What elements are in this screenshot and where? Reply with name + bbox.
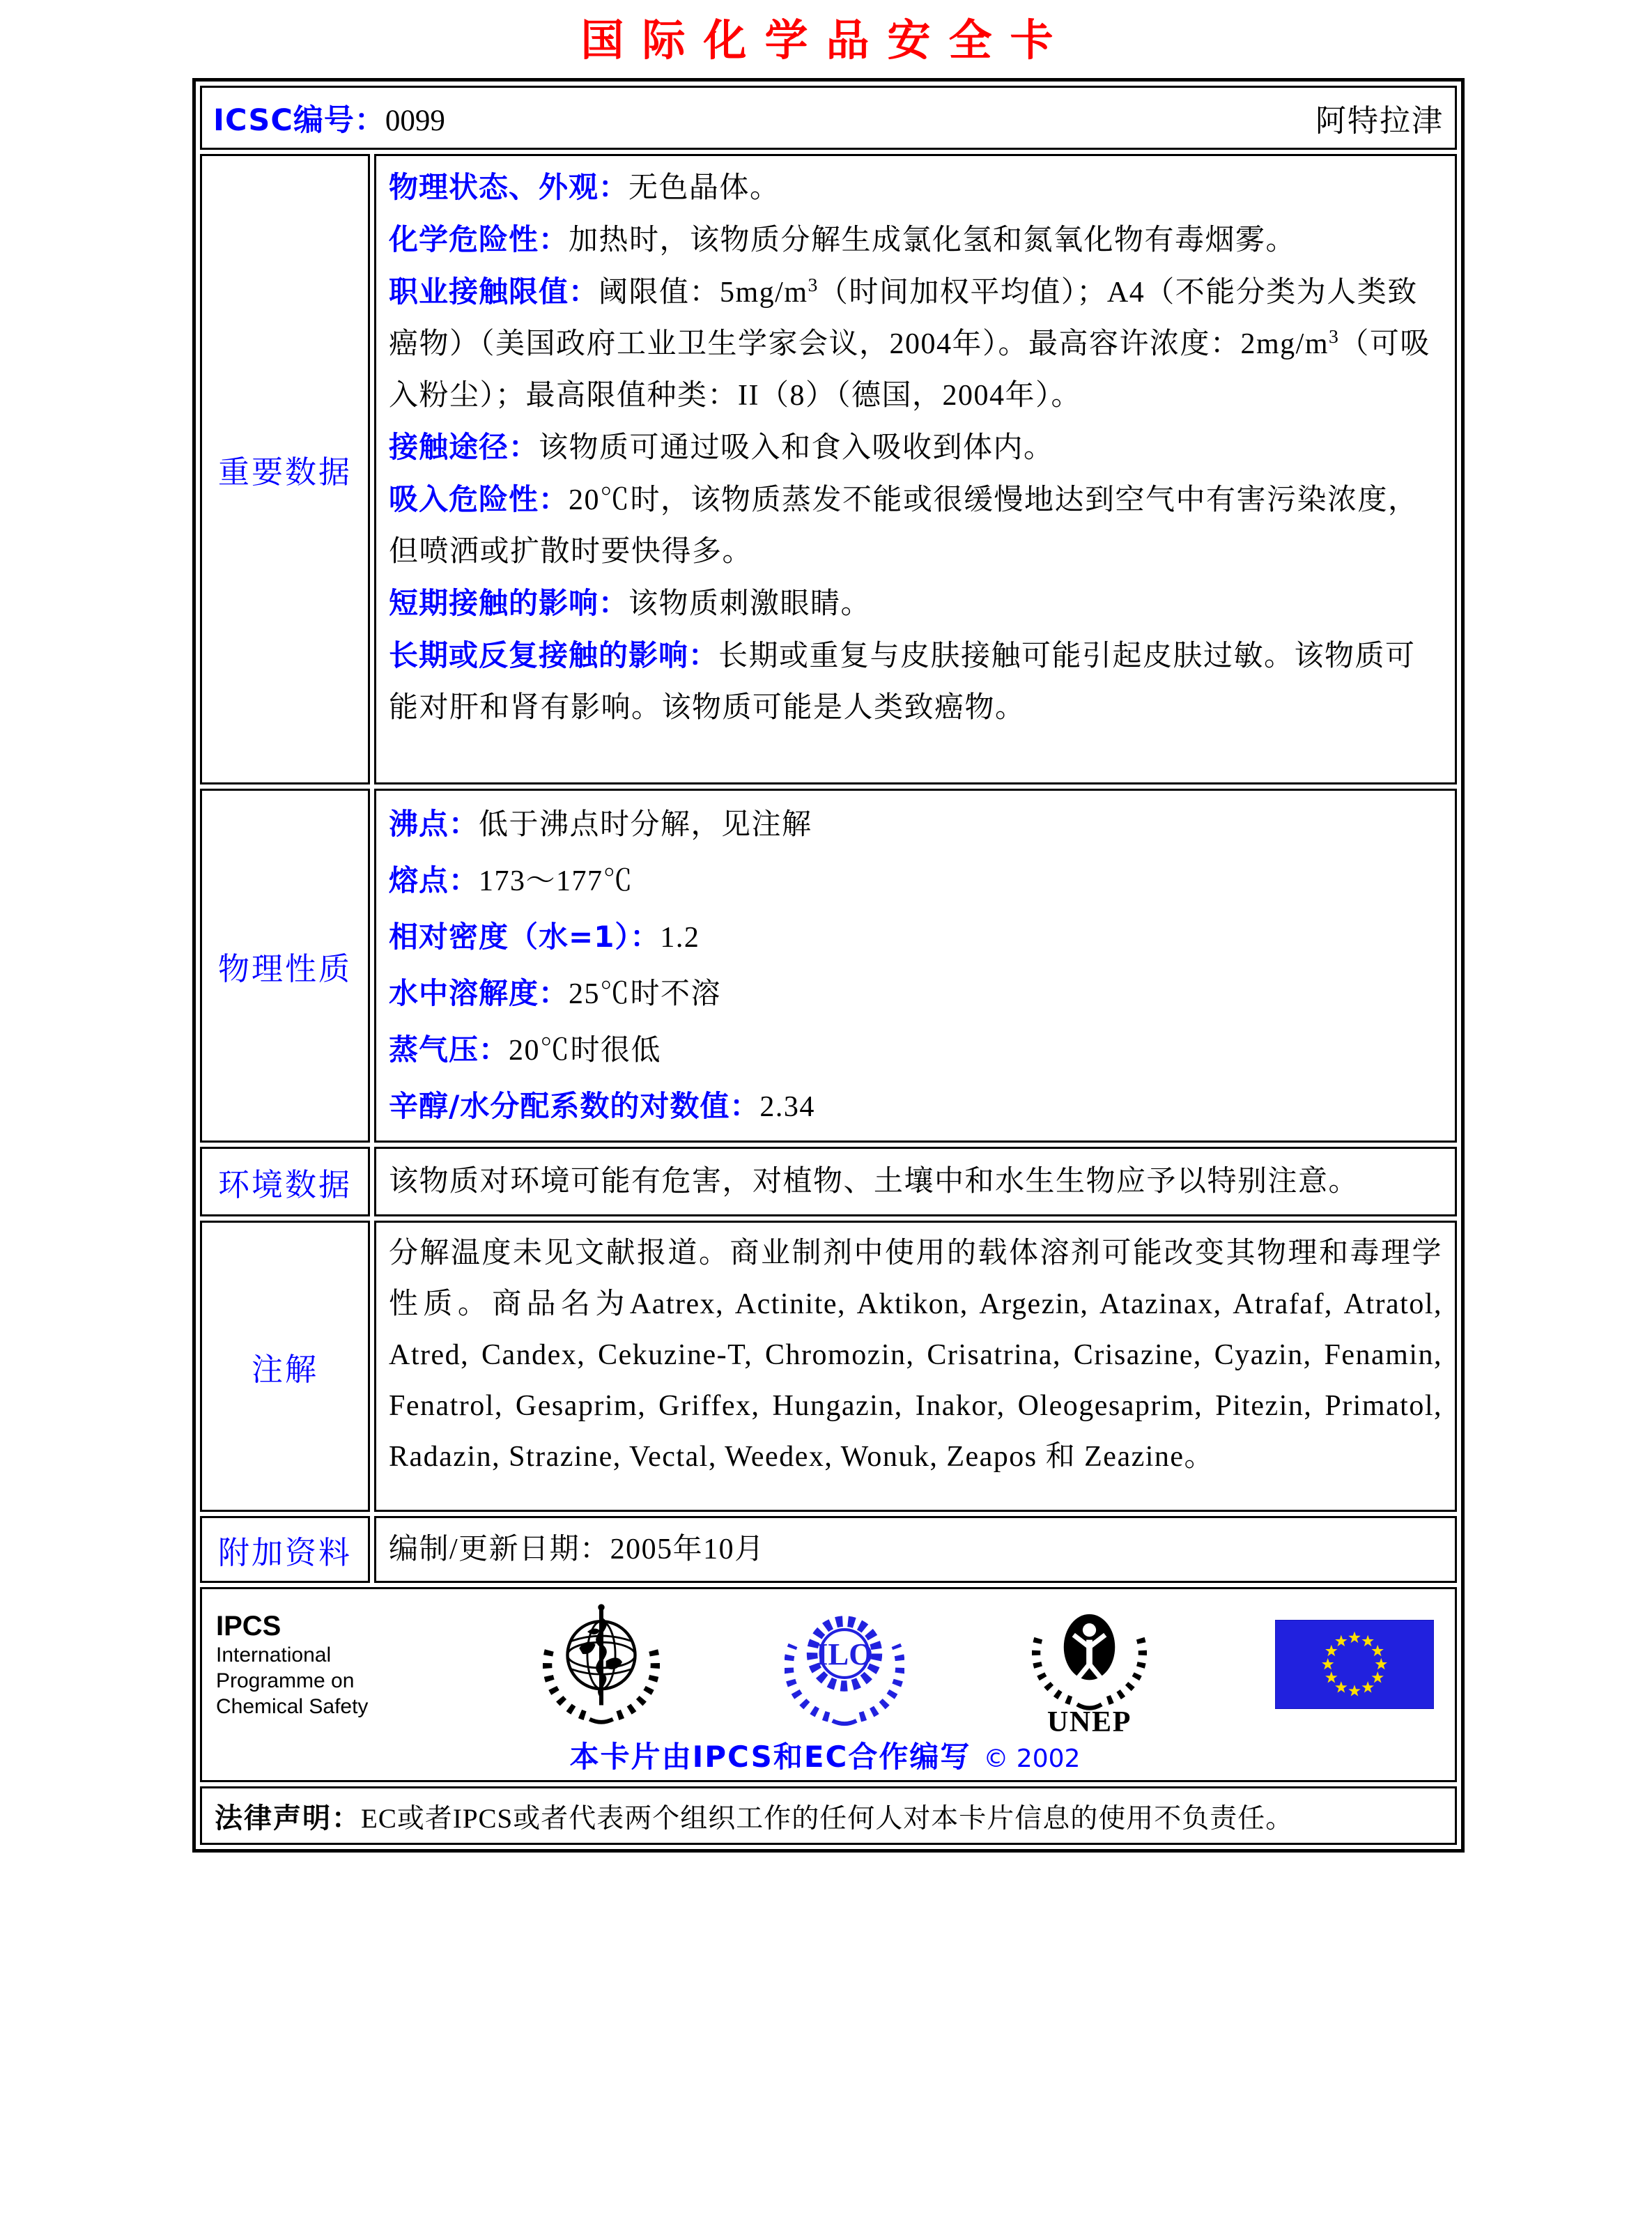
- chemical-name: 阿特拉津: [1315, 104, 1444, 138]
- important-data-entry: [389, 422, 1442, 474]
- important-data-content: [374, 154, 1457, 784]
- ipcs-line: Programme on: [216, 1669, 355, 1692]
- physical-property-entry: [389, 853, 1442, 909]
- physical-property-entry: [389, 909, 1442, 966]
- eu-flag-icon: [1275, 1620, 1434, 1709]
- important-data-entry: [389, 630, 1442, 734]
- important-data-entry: [389, 578, 1442, 630]
- field-label: 物理状态、外观：: [389, 170, 629, 204]
- field-label: 接触途径：: [389, 430, 539, 464]
- icsc-number-value: 0099: [385, 104, 445, 137]
- physical-property-entry: [389, 966, 1442, 1022]
- section-label-environmental-data: 环境数据: [200, 1147, 370, 1216]
- ipcs-text-block: [216, 1610, 418, 1719]
- ilo-logo-text: ILO: [815, 1637, 873, 1671]
- additional-info-row: [200, 1516, 1457, 1583]
- notes-content: [374, 1221, 1457, 1512]
- icsc-number: [213, 97, 445, 139]
- field-label: 蒸气压：: [389, 1033, 509, 1067]
- credit-text: 本卡片由IPCS和EC合作编写: [569, 1740, 971, 1774]
- important-data-entry: [389, 162, 1442, 214]
- header-row: [200, 86, 1457, 150]
- field-label: 短期接触的影响：: [389, 586, 629, 620]
- field-value: 1.2: [660, 922, 700, 954]
- icsc-card-table: [192, 78, 1465, 1853]
- footer-row: [200, 1587, 1457, 1782]
- field-label: 沸点：: [389, 807, 479, 841]
- field-label: 水中溶解度：: [389, 976, 569, 1010]
- footer-cell: [200, 1587, 1457, 1782]
- legal-text: EC或者IPCS或者代表两个组织工作的任何人对本卡片信息的使用不负责任。: [361, 1803, 1294, 1834]
- legal-cell: [200, 1786, 1457, 1845]
- field-value: 2.34: [759, 1091, 815, 1123]
- field-label: 辛醇/水分配系数的对数值：: [389, 1089, 760, 1123]
- ipcs-line: International: [216, 1643, 332, 1667]
- header-cell: [200, 86, 1457, 150]
- section-label-additional-info: 附加资料: [200, 1516, 370, 1583]
- field-value: 阈限值：$5mg/m^3$（时间加权平均值）；A4（不能分类为人类致癌物）（美国政府工业卫生学家会议，2004年）。最高容许浓度：$2mg/m^3$（可吸入粉尘）；最高限值种类：II（8）（德国，2004年）。: [389, 274, 1430, 412]
- field-label: 相对密度（水=1）：: [389, 920, 661, 954]
- physical-property-entry: [389, 1022, 1442, 1078]
- copyright-text: © 2002: [983, 1745, 1081, 1773]
- physical-properties-row: [200, 789, 1457, 1143]
- field-value: 20℃时，该物质蒸发不能或很缓慢地达到空气中有害污染浓度，但喷洒或扩散时要快得多。: [389, 484, 1419, 568]
- field-value: 低于沸点时分解，见注解: [479, 809, 812, 841]
- physical-property-entry: [389, 796, 1442, 853]
- field-value: 25℃时不溶: [569, 978, 722, 1010]
- section-label-notes: 注解: [200, 1221, 370, 1512]
- field-value: 该物质刺激眼睛。: [628, 588, 872, 620]
- field-value: 173～177℃: [479, 865, 634, 897]
- important-data-row: [200, 154, 1457, 784]
- field-label: 化学危险性：: [389, 222, 569, 256]
- field-label: 吸入危险性：: [389, 482, 569, 516]
- field-value: 长期或重复与皮肤接触可能引起皮肤过敏。该物质可能对肝和肾有影响。该物质可能是人类致癌物。: [389, 640, 1416, 724]
- important-data-entry: [389, 266, 1442, 422]
- field-label: 长期或反复接触的影响：: [389, 638, 719, 672]
- field-value: 20℃时很低: [509, 1035, 662, 1067]
- icsc-number-label: ICSC编号：: [213, 102, 385, 138]
- legal-label: 法律声明：: [215, 1802, 361, 1834]
- important-data-entry: [389, 214, 1442, 266]
- legal-row: [200, 1786, 1457, 1845]
- unep-logo-icon: [1028, 1593, 1150, 1736]
- who-logo-icon: [543, 1597, 660, 1732]
- unep-logo-text: UNEP: [1047, 1706, 1132, 1736]
- credit-line: [216, 1734, 1434, 1776]
- field-label: 职业接触限值：: [389, 275, 599, 309]
- ipcs-title: IPCS: [216, 1610, 281, 1641]
- environmental-data-content: 该物质对环境可能有危害，对植物、土壤中和水生生物应予以特别注意。: [374, 1147, 1457, 1216]
- physical-properties-content: [374, 789, 1457, 1143]
- field-value: 无色晶体。: [628, 172, 780, 204]
- logo-band: [216, 1596, 1434, 1736]
- page-title: 国际化学品安全卡: [580, 15, 1072, 65]
- environmental-data-row: [200, 1147, 1457, 1216]
- section-label-important-data: 重要数据: [200, 154, 370, 784]
- section-label-physical-properties: 物理性质: [200, 789, 370, 1143]
- field-value: 该物质可通过吸入和食入吸收到体内。: [539, 432, 1054, 464]
- ilo-logo-icon: [785, 1600, 904, 1729]
- notes-row: [200, 1221, 1457, 1512]
- physical-property-entry: [389, 1078, 1442, 1135]
- important-data-entry: [389, 474, 1442, 578]
- notes-text: 分解温度未见文献报道。商业制剂中使用的载体溶剂可能改变其物理和毒理学性质。商品名为Aatrex, Actinite, Aktikon, Argezin, Atazinax, Atrafaf, Atratol, Atred, Candex, Cekuzine-T, Chromozin, Crisatrina, Crisazine, Cyazin, Fenamin, Fenatrol, Gesaprim, Griffex, Hungazin, Inakor, Oleogesaprim, Pitezin, Primatol, Radazin, Strazine, Vectal, Weedex, Wonuk, Zeapos 和 Zeazine。: [389, 1237, 1442, 1473]
- ipcs-line: Chemical Safety: [216, 1694, 369, 1718]
- field-value: 加热时，该物质分解生成氯化氢和氮氧化物有毒烟雾。: [569, 224, 1297, 256]
- field-label: 熔点：: [389, 863, 479, 897]
- additional-info-content: 编制/更新日期：2005年10月: [374, 1516, 1457, 1583]
